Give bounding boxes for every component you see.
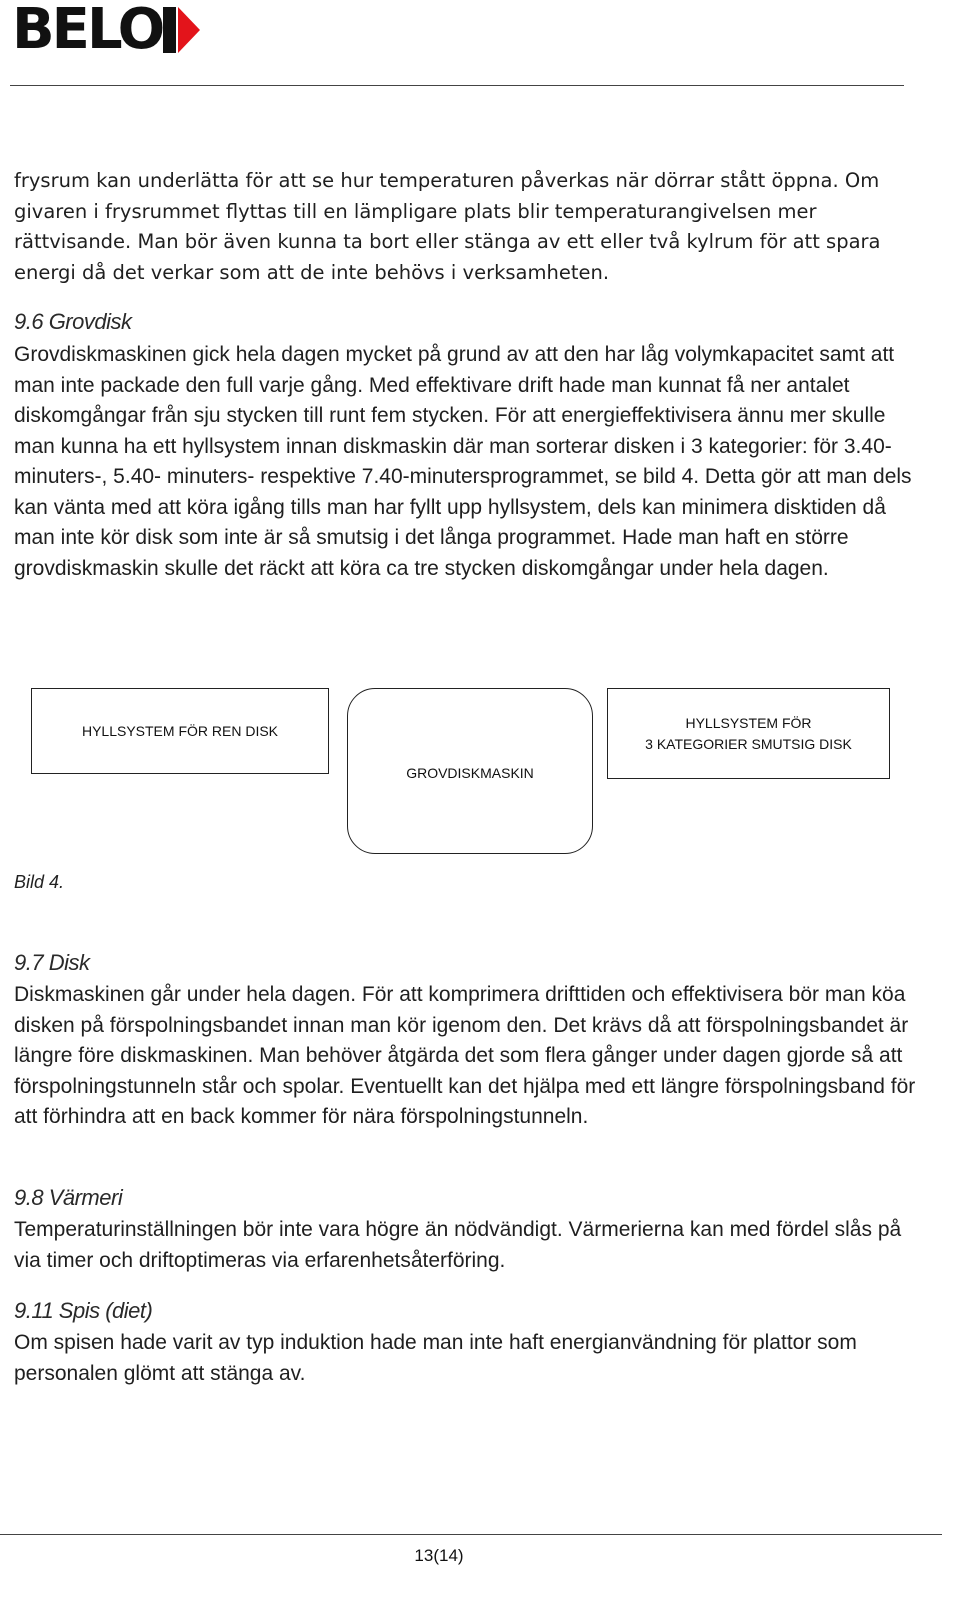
heading-disk: 9.7 Disk: [14, 950, 90, 975]
figure-box-dirty-rack: [607, 688, 890, 779]
figure-box-clean-rack: [31, 688, 329, 774]
heading-varmeri: 9.8 Värmeri: [14, 1185, 123, 1210]
page-number: 13(14): [414, 1546, 464, 1565]
heading-spis: 9.11 Spis (diet): [14, 1298, 153, 1323]
paragraph-grovdisk: Grovdiskmaskinen gick hela dagen mycket på grund av att den har låg volymkapacitet samt att man inte packade den full varje gång. Med effektivare drift hade man kunnat få ner antalet diskomgångar från sju stycken till runt fem stycken. För att energieffektivisera ännu mer skulle man kunna ha ett hyllsystem innan diskmaskin där man sorterar disken i 3 kategorier: för 3.40-minuters-, 5.40- minuters- respektive 7.40-minutersprogrammet, se bild 4. Detta gör att man dels kan vänta med att köra igång tills man har fyllt upp hyllsystem, dels kan minimera disktiden då man inte kör disk som inte är så smutsig i det långa programmet. Hade man haft en större grovdiskmaskin skulle det räckt att köra ca tre stycken diskomgångar under hela dagen.: [14, 343, 912, 580]
paragraph-disk: Diskmaskinen går under hela dagen. För att komprimera drifttiden och effektivisera bör man köa disken på förspolningsbandet innan man kör igenom den. Det krävs då att förspolningsbandet är längre före diskmaskinen. Man behöver åtgärda det som flera gånger under dagen gjorde så att förspolningstunneln står och spolar. Eventuellt kan det hjälpa med ett längre förspolningsband för att förhindra att en back kommer för nära förspolningstunneln.: [14, 983, 916, 1128]
logo-k-mark-icon: [163, 7, 201, 53]
figure-box-dishwasher-label: GROVDISKMASKIN: [406, 765, 534, 781]
company-logo: [12, 0, 201, 62]
paragraph-intro: frysrum kan underlätta för att se hur temperaturen påverkas när dörrar stått öppna. Om givaren i frysrummet flyttas till en lämpligare plats blir temperaturangivelsen mer rättvisande. Man bör även kunna ta bort eller stänga av ett eller två kylrum för att spara energi då det verkar som att de inte behövs i verksamheten.: [14, 169, 881, 284]
header-divider: [10, 85, 904, 86]
figure-box-dirty-rack-line2: 3 KATEGORIER SMUTSIG DISK: [645, 735, 852, 752]
paragraph-varmeri: Temperaturinställningen bör inte vara högre än nödvändigt. Värmerierna kan med fördel slås på via timer och driftoptimeras via erfarenhetsåterföring.: [14, 1218, 902, 1272]
figure-caption: Bild 4.: [14, 872, 65, 892]
logo-text: BELO: [12, 0, 163, 62]
figure-box-clean-rack-label: HYLLSYSTEM FÖR REN DISK: [81, 723, 279, 739]
figure-box-dirty-rack-line1: HYLLSYSTEM FÖR: [685, 714, 812, 731]
figure-box-dishwasher: [347, 688, 593, 854]
footer-divider: [0, 1534, 942, 1535]
paragraph-spis: Om spisen hade varit av typ induktion hade man inte haft energianvändning för plattor som personalen glömt att stänga av.: [14, 1331, 857, 1385]
heading-grovdisk: 9.6 Grovdisk: [14, 309, 132, 334]
